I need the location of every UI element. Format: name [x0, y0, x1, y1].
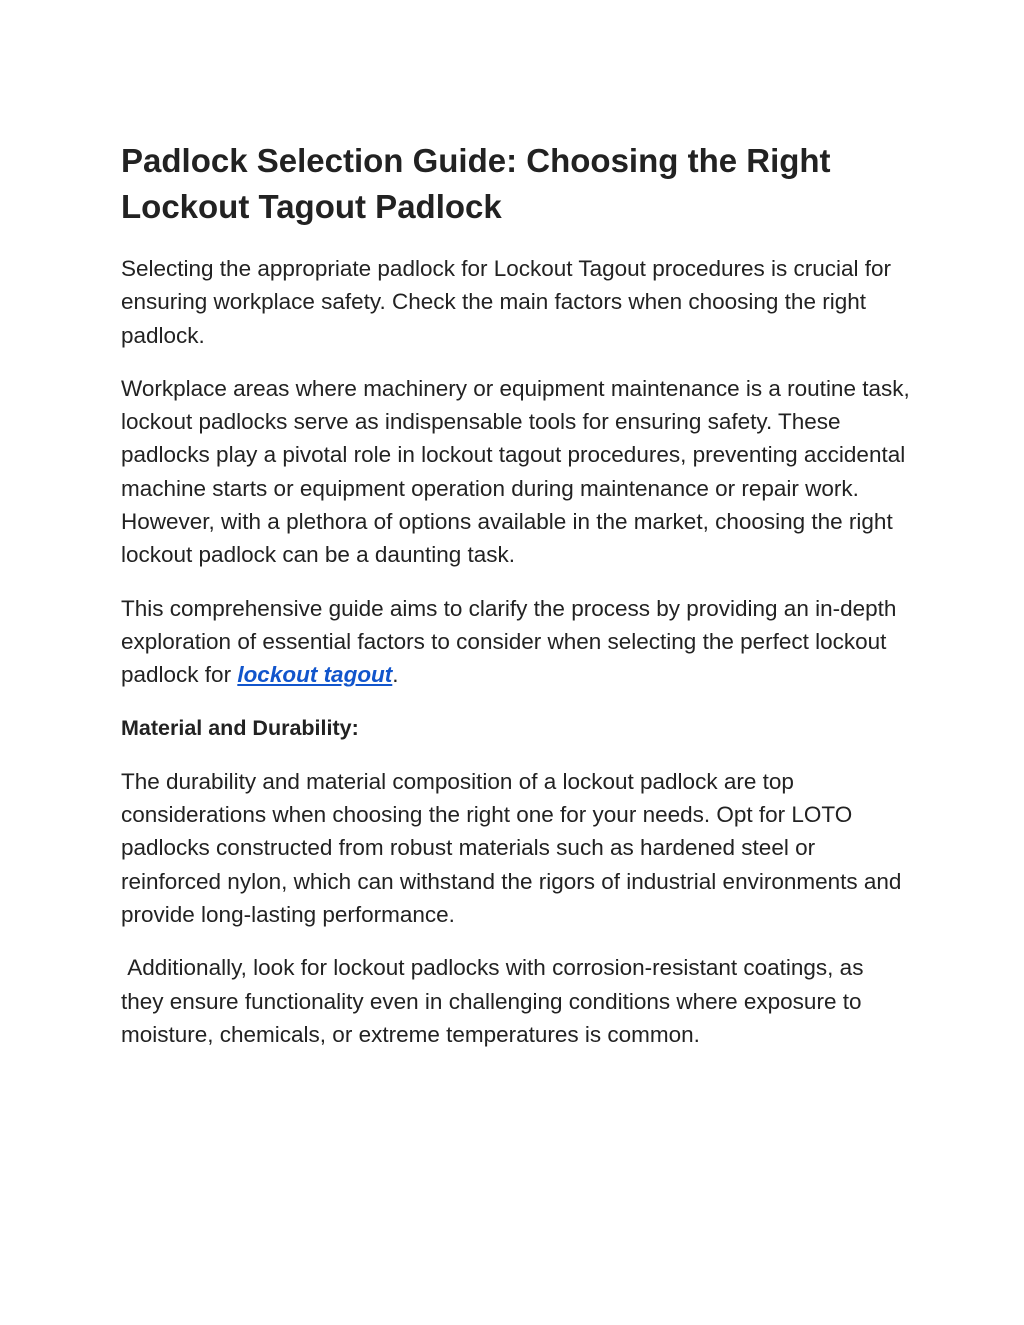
paragraph-3-period: .	[392, 662, 399, 688]
body-paragraph-4: The durability and material composition of a lockout padlock are top considerations when choosing the right one for your needs. Opt for LOTO padlocks constructed from robust materials such as hardened steel or reinforced nylon, which can withstand the rigors of industrial environments and provide long-lasting performance.	[121, 768, 902, 928]
body-paragraph-3	[121, 592, 911, 692]
body-paragraph-2: Workplace areas where machinery or equipment maintenance is a routine task, lockout padlocks serve as indispensable tools for ensuring safety. These padlocks play a pivotal role in lockout tagout procedures, preventing accidental machine starts or equipment operation during maintenance or repair work. However, with a plethora of options available in the market, choosing the right lockout padlock can be a daunting task.	[121, 375, 910, 568]
section-heading: Material and Durability:	[121, 715, 359, 740]
intro-paragraph: Selecting the appropriate padlock for Lockout Tagout procedures is crucial for ensuring workplace safety. Check the main factors when choosing the right padlock.	[121, 256, 892, 348]
lockout-tagout-link[interactable]: lockout tagout	[237, 662, 393, 688]
paragraph-3-text: This comprehensive guide aims to clarify the process by providing an in-depth exploration of essential factors to consider when selecting the perfect lockout padlock for	[121, 595, 897, 688]
page-title: Padlock Selection Guide: Choosing the Right Lockout Tagout Padlock	[121, 142, 831, 225]
document-page	[121, 138, 911, 1051]
body-paragraph-5: Additionally, look for lockout padlocks with corrosion-resistant coatings, as they ensure functionality even in challenging conditions where exposure to moisture, chemicals, or extreme temperatures is common.	[121, 955, 870, 1047]
